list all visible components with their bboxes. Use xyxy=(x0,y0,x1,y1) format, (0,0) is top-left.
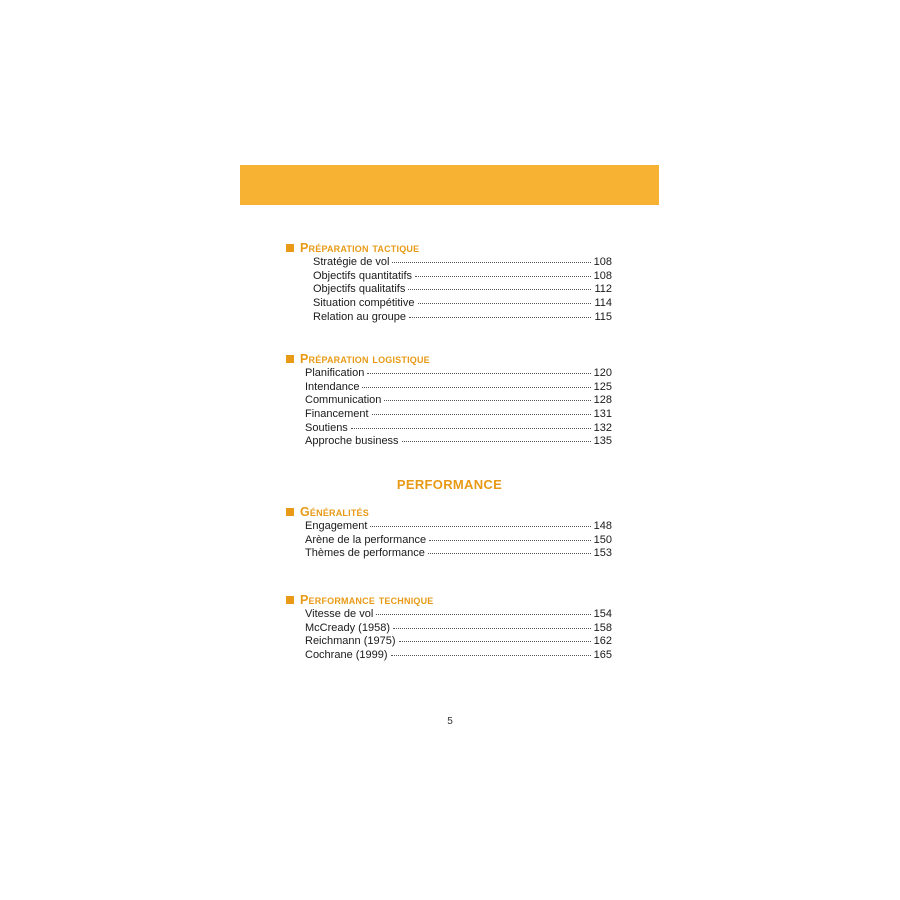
toc-entry-label: Arène de la performance xyxy=(305,533,427,546)
toc-entry-page: 165 xyxy=(593,649,612,662)
toc-section-generalites xyxy=(284,505,612,561)
toc-entry-page: 162 xyxy=(593,635,612,648)
toc-entry-page: 131 xyxy=(593,408,612,421)
toc-entry-page: 135 xyxy=(593,435,612,448)
section-title: Préparation tactique xyxy=(300,241,420,255)
dot-leader xyxy=(384,400,590,401)
toc-entry-label: Vitesse de vol xyxy=(305,608,374,620)
toc-entry-page: 112 xyxy=(594,283,612,296)
toc-section-performance-technique xyxy=(284,593,612,663)
toc-entry[interactable] xyxy=(284,297,612,311)
dot-leader xyxy=(362,387,590,388)
section-title: Préparation logistique xyxy=(300,352,430,366)
toc-entry[interactable] xyxy=(284,311,612,325)
toc-entry-label: McCready (1958) xyxy=(305,621,390,634)
dot-leader xyxy=(367,373,590,374)
toc-entry-page: 108 xyxy=(593,269,612,282)
toc-entry-label: Engagement xyxy=(305,520,368,532)
toc-entry[interactable] xyxy=(284,435,612,449)
toc-entry[interactable] xyxy=(284,622,612,636)
dot-leader xyxy=(418,303,592,304)
square-bullet-icon xyxy=(286,244,294,252)
toc-entry[interactable] xyxy=(284,256,612,270)
toc-entry-page: 108 xyxy=(593,256,612,268)
toc-entry-page: 115 xyxy=(594,310,612,323)
header-banner xyxy=(240,165,659,205)
dot-leader xyxy=(409,317,591,318)
part-title: PERFORMANCE xyxy=(396,477,503,492)
toc-entry-label: Planification xyxy=(305,367,365,379)
toc-entry[interactable] xyxy=(284,367,612,381)
toc-entry-label: Communication xyxy=(305,394,382,407)
dot-leader xyxy=(399,641,591,642)
square-bullet-icon xyxy=(286,596,294,604)
toc-entry[interactable] xyxy=(284,547,612,561)
section-title: Performance technique xyxy=(300,593,434,607)
toc-entry-label: Cochrane (1999) xyxy=(305,649,388,662)
toc-entry-page: 114 xyxy=(594,297,612,310)
toc-entry-label: Situation compétitive xyxy=(313,297,415,310)
toc-entry[interactable] xyxy=(284,534,612,548)
toc-entry[interactable] xyxy=(284,649,612,663)
dot-leader xyxy=(415,276,591,277)
toc-entry-label: Objectifs quantitatifs xyxy=(313,269,413,282)
toc-entry[interactable] xyxy=(284,520,612,534)
toc-entry-page: 150 xyxy=(593,533,612,546)
dot-leader xyxy=(402,441,591,442)
toc-entry-page: 128 xyxy=(593,394,612,407)
toc-entry[interactable] xyxy=(284,608,612,622)
toc-entry[interactable] xyxy=(284,283,612,297)
dot-leader xyxy=(391,655,591,656)
dot-leader xyxy=(408,289,591,290)
toc-section-preparation-tactique xyxy=(284,241,612,324)
toc-entry[interactable] xyxy=(284,270,612,284)
square-bullet-icon xyxy=(286,508,294,516)
section-title: Généralités xyxy=(300,505,369,519)
toc-entry-label: Objectifs qualitatifs xyxy=(313,283,406,296)
dot-leader xyxy=(372,414,591,415)
toc-entry-label: Thèmes de performance xyxy=(305,547,425,560)
dot-leader xyxy=(393,628,591,629)
toc-entry-label: Relation au groupe xyxy=(313,310,406,323)
toc-section-preparation-logistique xyxy=(284,352,612,449)
dot-leader xyxy=(376,614,590,615)
section-heading xyxy=(284,505,612,519)
toc-entry[interactable] xyxy=(284,394,612,408)
toc-entry[interactable] xyxy=(284,408,612,422)
toc-entry-page: 148 xyxy=(593,520,612,532)
toc-entry-label: Stratégie de vol xyxy=(313,256,390,268)
dot-leader xyxy=(392,262,590,263)
toc-entry-label: Intendance xyxy=(305,380,360,393)
square-bullet-icon xyxy=(286,355,294,363)
section-heading xyxy=(284,241,612,255)
toc-entry-label: Approche business xyxy=(305,435,399,448)
page-number: 5 xyxy=(447,716,453,727)
dot-leader xyxy=(370,526,590,527)
toc-entry-page: 154 xyxy=(593,608,612,620)
toc-entry-page: 153 xyxy=(593,547,612,560)
dot-leader xyxy=(428,553,591,554)
dot-leader xyxy=(429,540,591,541)
toc-entry-page: 120 xyxy=(593,367,612,379)
dot-leader xyxy=(351,428,591,429)
toc-entry[interactable] xyxy=(284,635,612,649)
toc-entry[interactable] xyxy=(284,381,612,395)
toc-entry-label: Reichmann (1975) xyxy=(305,635,396,648)
toc-entry-page: 132 xyxy=(593,421,612,434)
toc-entry-label: Financement xyxy=(305,408,369,421)
toc-entry-page: 158 xyxy=(593,621,612,634)
toc-entry-page: 125 xyxy=(593,380,612,393)
section-heading xyxy=(284,593,612,607)
toc-entry[interactable] xyxy=(284,422,612,436)
toc-entry-label: Soutiens xyxy=(305,421,348,434)
section-heading xyxy=(284,352,612,366)
